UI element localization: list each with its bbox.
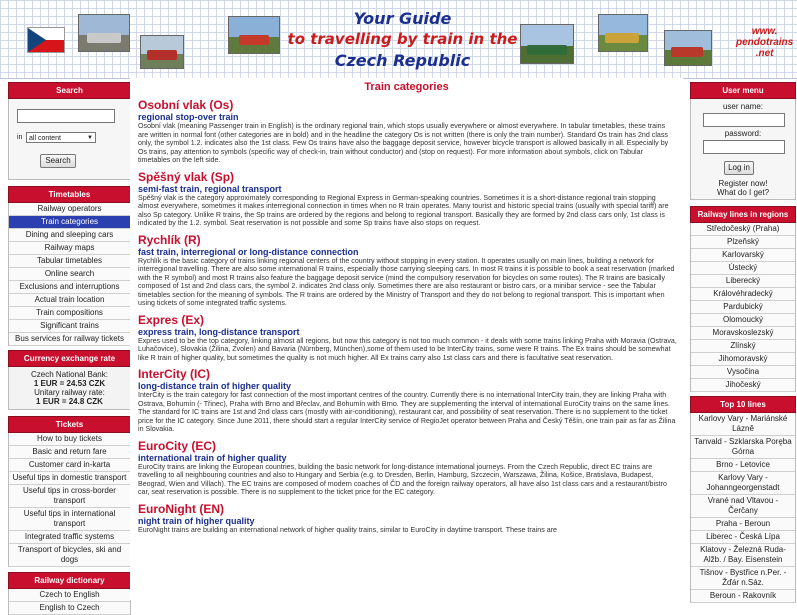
category-name: Osobní vlak (Os)	[138, 98, 234, 112]
region-item[interactable]: Zlínský	[691, 340, 795, 353]
site-title-line2: to travelling by train in the	[287, 30, 518, 48]
currency-line3: Unitary railway rate:	[34, 388, 105, 397]
category-description: Expres used to be the top category, linking almost all regions, but now this category is not too much common - it deals with some trains linking Praha with Moravia (Ostrava, Luhačovice), Slovakia (Žilina, Zvolen) and Bavaria (Nürnberg, München),some of them used to be InterCity trains, some were R trains. The Ex trains should be somewhat like R train of higher quality, but sometimes the quality is not much higher. All Ex trains carry also 1st class cars and there is facultative seat reservation.	[138, 336, 677, 362]
timetables-item[interactable]: Actual train location	[9, 294, 130, 307]
header-photo-6	[664, 30, 712, 66]
tickets-item[interactable]: Customer card in-karta	[9, 459, 130, 472]
category-description: InterCity is the train category for fast connection of the most important centres of the country. Currently there is no international InterCity train, they are linking Praha with Ostrava, Bohumín (- Třinec), Praha with Brno and Břeclav, and Bohumín with Brno. They are supplementing the interval of international EuroCity trains on the same lines. The standard for IC trains are 1st and 2nd class cars (mostly with air-conditioning), restaurant car, and possibility of seat reservation. There is no supplement to the ticket price for the IC category. Since June 2011, there should start a regular InterCity service of RegioJet operator between Praha and Český Těšín, one train pair as far as Žilina in Slovakia.	[138, 391, 676, 433]
region-item[interactable]: Moravskoslezský	[691, 327, 795, 340]
top10-item[interactable]: Praha - Beroun	[691, 518, 795, 531]
category-subtitle: night train of higher quality	[138, 515, 255, 526]
category-section	[138, 440, 677, 497]
tickets-item[interactable]: Basic and return fare	[9, 446, 130, 459]
site-url-line3: .net	[755, 48, 774, 59]
top10-item[interactable]: Liberec - Česká Lípa	[691, 531, 795, 544]
category-description: EuroNight trains are building an international network of higher quality trains, similar to EuroCity in daytime transport. These trains are	[138, 525, 557, 534]
timetables-menu	[8, 203, 131, 346]
tickets-menu	[8, 433, 131, 567]
header-photo-5	[598, 14, 648, 52]
regions-title: Railway lines in regions	[690, 206, 796, 223]
region-item[interactable]: Liberecký	[691, 275, 795, 288]
category-name: Rychlík (R)	[138, 232, 201, 247]
tickets-item[interactable]: Useful tips in cross-border transport	[9, 485, 130, 508]
currency-line4: 1 EUR = 24.8 CZK	[36, 397, 103, 406]
currency-title: Currency exchange rate	[8, 350, 131, 367]
what-get-link[interactable]: What do I get?	[716, 188, 770, 197]
search-button[interactable]: Search	[40, 154, 76, 168]
timetables-item[interactable]: Train compositions	[9, 307, 130, 320]
category-section	[138, 503, 677, 535]
top10-item[interactable]: Beroun - Rakovník	[691, 590, 795, 603]
region-item[interactable]: Plzeňský	[691, 236, 795, 249]
site-title	[285, 8, 520, 71]
region-item[interactable]: Jihočeský	[691, 379, 795, 392]
regions-menu	[690, 223, 796, 392]
dictionary-menu	[8, 589, 131, 615]
category-description: EuroCity trains are linking the European countries, building the basic network for long-distance international journeys. From the Czech Republic, direct EC trains are travelling to all neighbouring countries and also to Hungary and Serbia (e.g. to Dresden, Berlin, Hamburg, Szczecin, Warszawa, Žilina, Košice, Bratislava, Budapest, Beograd, Wien and Villach). The EC trains are composed of modern coaches of ČD and the foreign railway operators, all have also 1st class cars and a restaurant/bistro car, seat reservation is possible. There is no supplement to the ticket price for the EC category.	[138, 462, 667, 496]
site-url-line1: www.	[751, 26, 778, 37]
chevron-down-icon: ▼	[87, 135, 93, 141]
category-subtitle: fast train, interregional or long-distance connection	[138, 246, 359, 257]
region-item[interactable]: Jihomoravský	[691, 353, 795, 366]
category-description: Spěšný vlak is the category approximately corresponding to Regional Express in German-speaking countries. Sometimes it is a short-distance regional train stopping almost everywhere, sometimes it makes interregional connection in times when no R train operates. Many tourist and historic special trains (usually with special tariff) are also Sp category. Unlike R trains, the Sp trains are ordered by the regions and belong to regional transport. Basically they are formed by 2nd class cars only, 1st class is indicated by the 1.2. symbol. Seat reservation is not possible and some Sp trains have also stops on request.	[138, 193, 669, 227]
top10-item[interactable]: Tišnov - Bystřice n.Per. - Žďár n.Sáz.	[691, 567, 795, 590]
header-photo-4	[520, 24, 574, 64]
timetables-title: Timetables	[8, 186, 131, 203]
timetables-item[interactable]: Railway maps	[9, 242, 130, 255]
region-item[interactable]: Královéhradecký	[691, 288, 795, 301]
tickets-item[interactable]: Useful tips in international transport	[9, 508, 130, 531]
dictionary-item[interactable]: English to Czech	[9, 602, 130, 615]
register-link[interactable]: Register now!	[718, 179, 768, 188]
category-section	[138, 99, 677, 165]
header-photo-3	[228, 16, 280, 54]
username-input[interactable]	[703, 113, 785, 127]
search-scope-select[interactable]	[26, 132, 96, 143]
top10-item[interactable]: Brno - Letovice	[691, 459, 795, 472]
category-section	[138, 314, 677, 363]
czech-flag-icon	[27, 27, 65, 53]
region-item[interactable]: Vysočina	[691, 366, 795, 379]
top10-item[interactable]: Karlovy Vary - Johanngeorgenstadt	[691, 472, 795, 495]
category-subtitle: long-distance train of higher quality	[138, 381, 292, 391]
category-section	[138, 234, 677, 308]
tickets-item[interactable]: Useful tips in domestic transport	[9, 472, 130, 485]
username-label: user name:	[722, 102, 764, 111]
tickets-item[interactable]: Transport of bicycles, ski and dogs	[9, 544, 130, 567]
site-url-line2: pendotrains	[736, 37, 794, 48]
timetables-item[interactable]: Exclusions and interruptions	[9, 281, 130, 294]
top10-menu	[690, 413, 796, 603]
main-content	[130, 78, 683, 600]
region-item[interactable]: Ústecký	[691, 262, 795, 275]
top10-item[interactable]: Vrané nad Vltavou - Čerčany	[691, 495, 795, 518]
category-name: InterCity (IC)	[138, 367, 210, 381]
region-item[interactable]: Olomoucký	[691, 314, 795, 327]
top10-item[interactable]: Karlovy Vary - Mariánské Lázně	[691, 413, 795, 436]
search-scope-value: all content	[29, 135, 61, 142]
right-sidebar	[690, 82, 796, 603]
site-title-line1: Your Guide	[353, 9, 452, 28]
currency-panel	[8, 367, 131, 410]
site-title-line3: Czech Republic	[334, 51, 471, 70]
region-item[interactable]: Středočeský (Praha)	[691, 223, 795, 236]
region-item[interactable]: Karlovarský	[691, 249, 795, 262]
site-url[interactable]	[736, 26, 793, 59]
page-title: Train categories	[364, 81, 449, 93]
category-subtitle: international train of higher quality	[138, 452, 287, 463]
timetables-item[interactable]: Bus services for railway tickets	[9, 333, 130, 346]
timetables-item[interactable]: Railway operators	[9, 203, 130, 216]
search-panel	[8, 99, 131, 180]
site-header	[0, 0, 797, 79]
login-panel	[690, 99, 796, 200]
search-in-label: in	[17, 134, 23, 141]
category-subtitle: semi-fast train, regional transport	[138, 183, 282, 194]
timetables-item[interactable]: Significant trains	[9, 320, 130, 333]
category-description: Rychlík is the basic category of trains linking regional centers of the country without stopping in every station. It operates usually on main lines, building a network for interregional travelling. There are also some international R trains, especially those carrying sleeping cars. In most R trains it is possible to book a seat reservation (marked with the R symbol) and most R trains also feature the baggage deposit service (mind the compulsory reservation for bicycles on some routes). The R trains are basically composed of 1st and 2nd class cars, the symbol 2. indicates 2nd class only. Sometimes there are also restaurant or bistro cars, or a minibar service - see the Tabular timetables section for the meaning of symbols. The R trains are ordered by the Ministry of Transport and they do not belong to regional transport. This is important when using tickets of some integrated traffic systems.	[138, 256, 675, 307]
dictionary-title: Railway dictionary	[8, 572, 131, 589]
timetables-item[interactable]: Dining and sleeping cars	[9, 229, 130, 242]
password-label: password:	[724, 129, 762, 138]
category-subtitle: regional stop-over train	[138, 112, 239, 122]
category-description: Osobní vlak (meaning Passenger train in English) is the ordinary regional train, which stops usually everywhere or almost everywhere. In tabular timetables, these trains are written in normal font (other categories are in bold) and in the headline the category Os is not written (there is only the train number). Standard Os train has 2nd class only, the symbol 1.2. indicates also the 1st class. Few Os trains have also the baggage deposit service, however bicycle transport is allowed basically in all. Especially by Os trains, pay attention to symbols (specific way of check-in, train without conductor) and (stop on request). For more information about symbols, click on Tabular timetables on the left side.	[138, 122, 669, 164]
timetables-item[interactable]: Train categories	[9, 216, 130, 229]
login-button[interactable]: Log in	[724, 161, 754, 175]
category-section	[138, 171, 677, 228]
search-input[interactable]	[17, 109, 115, 123]
user-menu-title: User menu	[690, 82, 796, 99]
top10-item[interactable]: Tanvald - Szklarska Poręba Górna	[691, 436, 795, 459]
dictionary-item[interactable]: Czech to English	[9, 589, 130, 602]
tickets-title: Tickets	[8, 416, 131, 433]
timetables-item[interactable]: Online search	[9, 268, 130, 281]
timetables-item[interactable]: Tabular timetables	[9, 255, 130, 268]
category-list	[130, 99, 683, 534]
category-name: Expres (Ex)	[138, 312, 205, 327]
category-name: EuroCity (EC)	[138, 438, 216, 453]
category-name: EuroNight (EN)	[138, 501, 224, 516]
password-input[interactable]	[703, 140, 785, 154]
top10-item[interactable]: Klatovy - Železná Ruda-Alžb. / Bay. Eisenstein	[691, 544, 795, 567]
category-subtitle: express train, long-distance transport	[138, 326, 300, 337]
category-name: Spěšný vlak (Sp)	[138, 169, 235, 184]
tickets-item[interactable]: How to buy tickets	[9, 433, 130, 446]
search-title: Search	[8, 82, 131, 99]
header-photo-1	[78, 14, 130, 52]
currency-line2: 1 EUR = 24.53 CZK	[33, 379, 106, 388]
left-sidebar	[8, 82, 131, 615]
header-photo-2	[140, 35, 184, 69]
top10-title: Top 10 lines	[690, 396, 796, 413]
category-section	[138, 368, 677, 434]
tickets-item[interactable]: Integrated traffic systems	[9, 531, 130, 544]
currency-line1: Czech National Bank:	[31, 370, 108, 379]
region-item[interactable]: Pardubický	[691, 301, 795, 314]
